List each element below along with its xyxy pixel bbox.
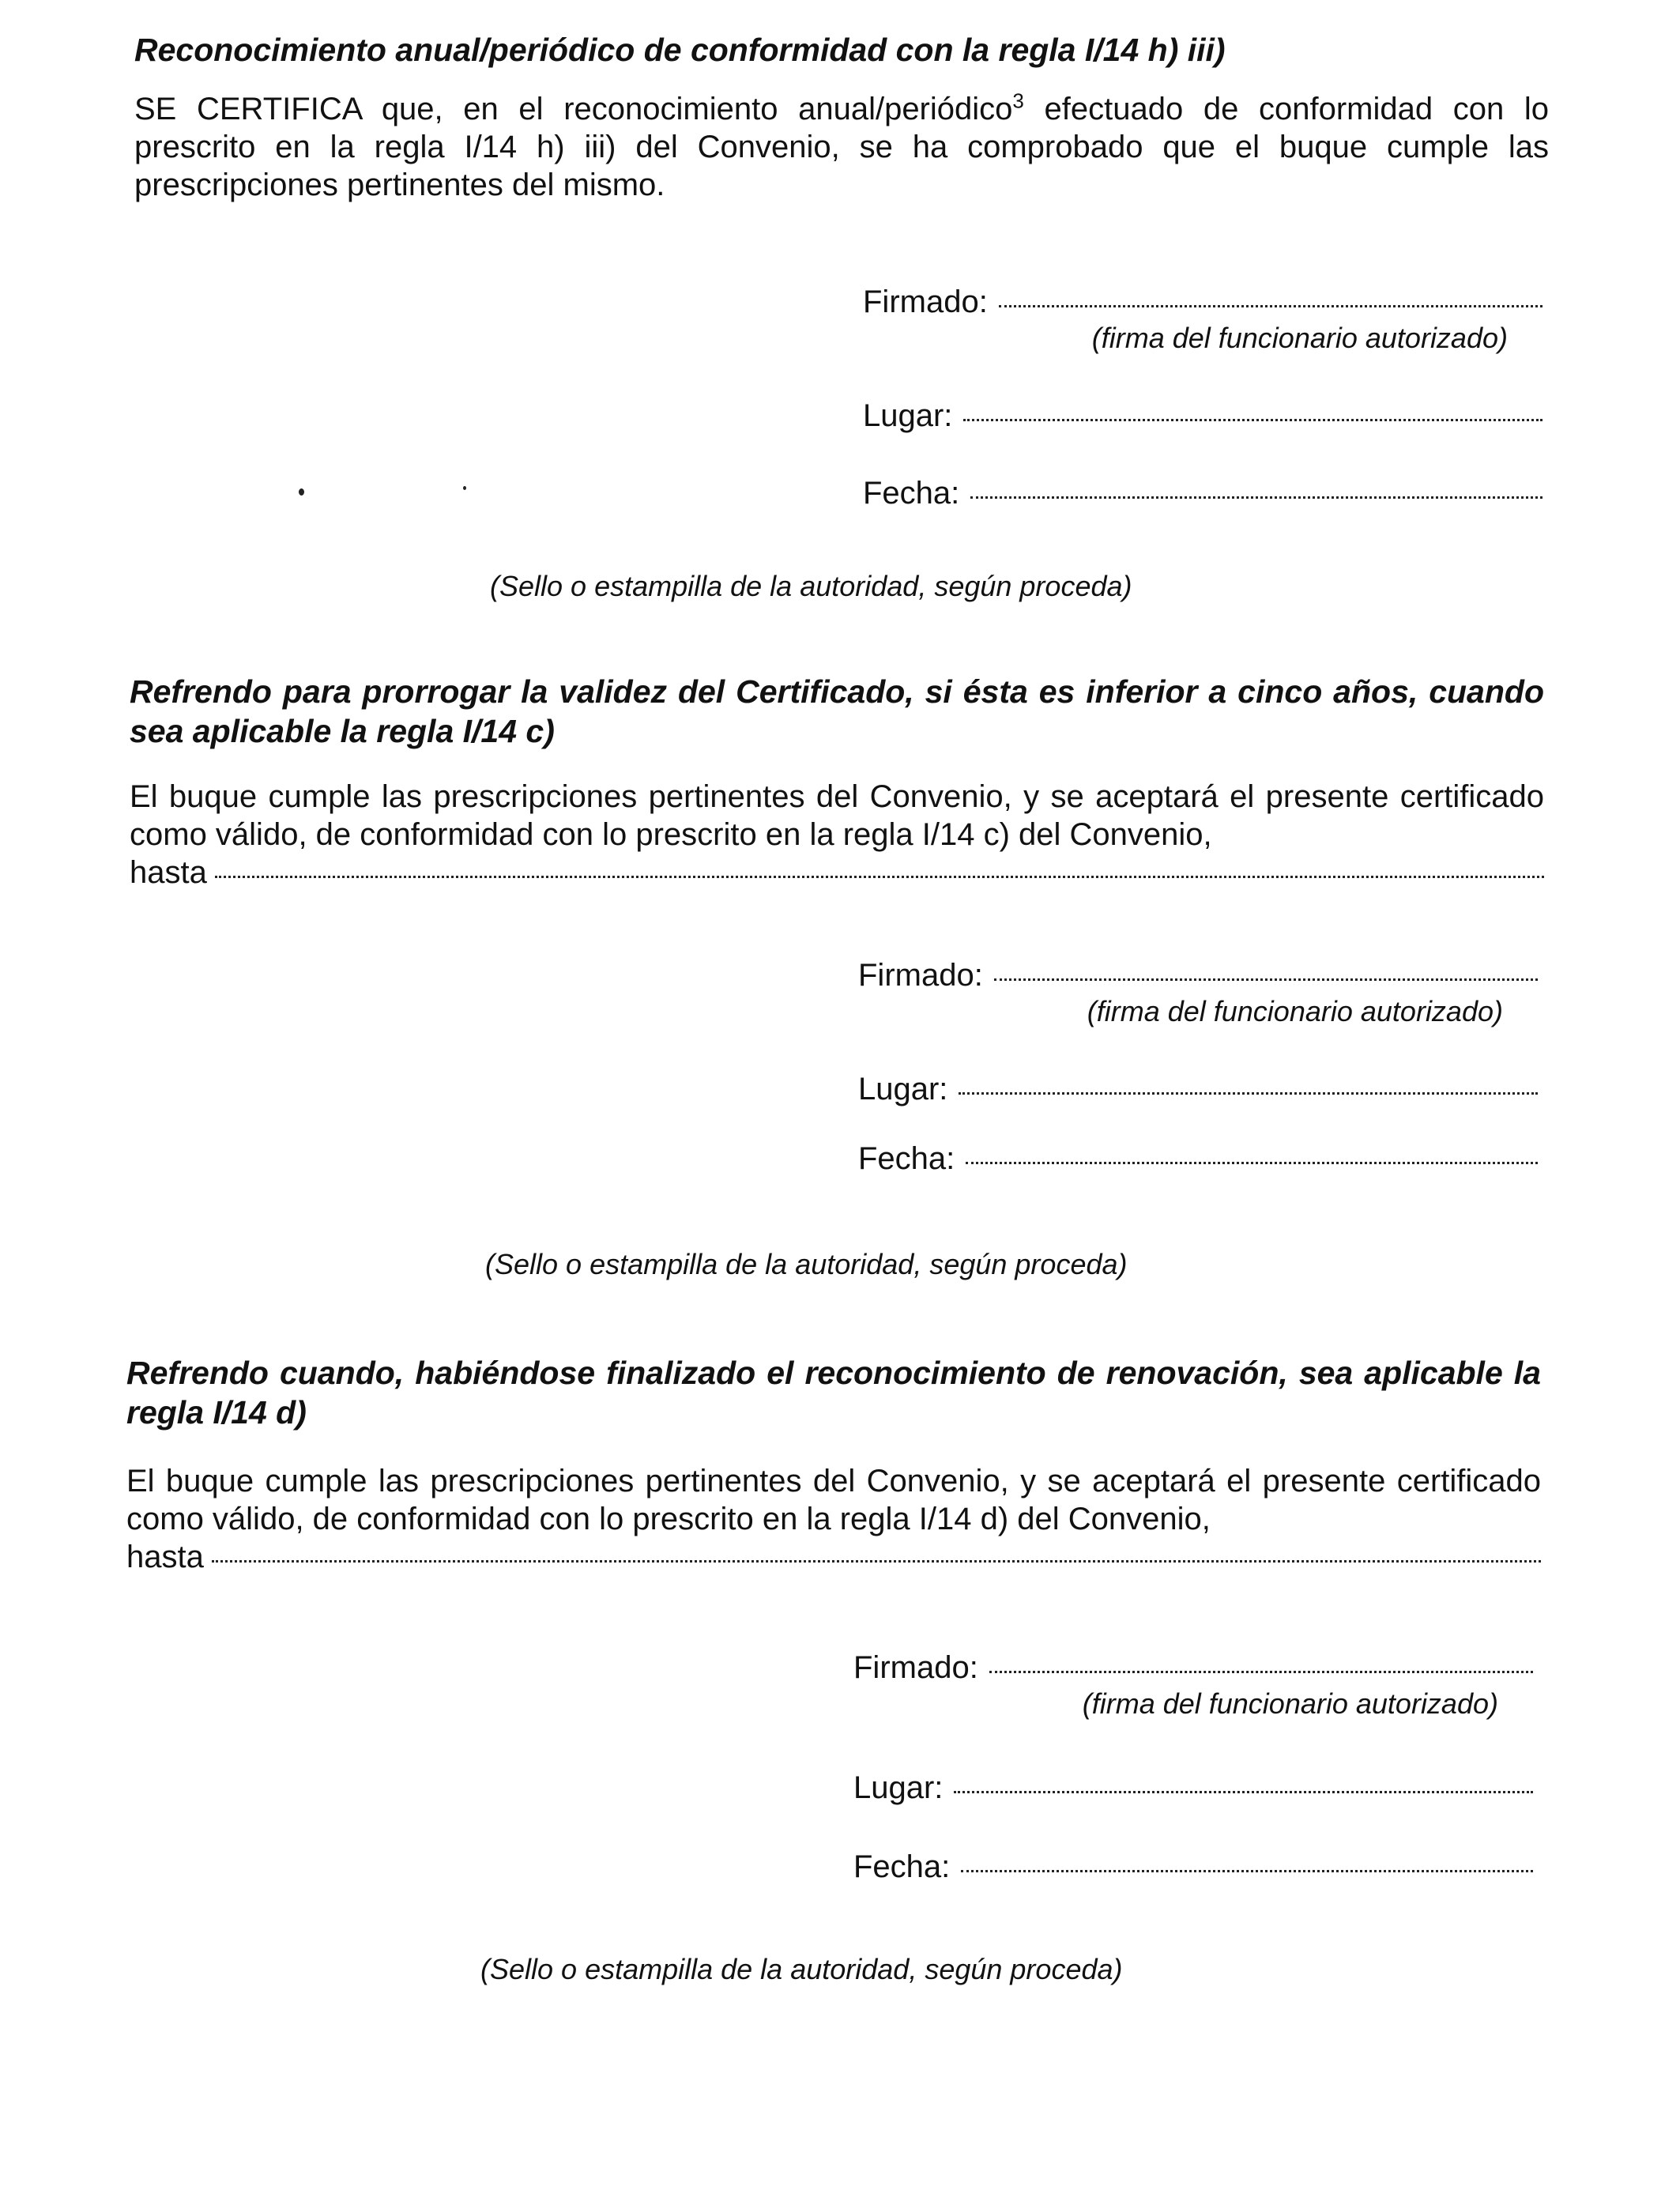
place-field	[858, 1070, 1538, 1108]
date-line	[966, 1161, 1538, 1164]
annual-survey-certification-text	[134, 90, 1549, 204]
signed-label: Firmado:	[853, 1650, 978, 1685]
scan-speck	[463, 486, 466, 490]
renewal-survey-until-line	[126, 1538, 1541, 1576]
validity-extension-section	[130, 672, 1544, 892]
place-field	[863, 397, 1543, 435]
validity-extension-signature-block	[858, 956, 1538, 1178]
validity-extension-text: El buque cumple las prescripciones pertinentes del Convenio, y se aceptará el presente certificado como válido, de conformidad con lo prescrito en la regla I/14 c) del Convenio,	[130, 779, 1544, 852]
validity-extension-seal-note: (Sello o estampilla de la autoridad, según proceda)	[485, 1248, 1128, 1280]
annual-survey-section	[134, 30, 1549, 204]
date-field	[858, 1140, 1538, 1178]
until-date-line	[215, 875, 1544, 878]
signed-field	[858, 956, 1538, 994]
renewal-survey-heading: Refrendo cuando, habiéndose finalizado el reconocimiento de renovación, sea aplicable la regla I/14 d)	[126, 1355, 1541, 1431]
place-line	[954, 1790, 1533, 1793]
validity-extension-until-line	[130, 854, 1544, 892]
date-line	[961, 1869, 1533, 1872]
signature-line	[994, 978, 1538, 981]
signature-line	[999, 304, 1543, 307]
place-line	[963, 418, 1543, 421]
place-label: Lugar:	[863, 398, 953, 433]
until-label: hasta	[126, 1540, 204, 1574]
signature-note: (firma del funcionario autorizado)	[1087, 995, 1503, 1027]
renewal-survey-seal-note: (Sello o estampilla de la autoridad, según proceda)	[480, 1953, 1123, 1985]
date-label: Fecha:	[858, 1141, 955, 1176]
validity-extension-heading: Refrendo para prorrogar la validez del Certificado, si ésta es inferior a cinco años, cuando sea aplicable la regla I/14 c)	[130, 673, 1544, 749]
annual-survey-signature-block	[863, 283, 1543, 512]
signature-line	[989, 1670, 1533, 1673]
signature-note: (firma del funcionario autorizado)	[1091, 322, 1508, 354]
signed-field	[863, 283, 1543, 321]
until-label: hasta	[130, 855, 207, 890]
signed-field	[853, 1649, 1533, 1687]
annual-survey-seal-note: (Sello o estampilla de la autoridad, según proceda)	[490, 570, 1132, 602]
date-label: Fecha:	[853, 1849, 951, 1884]
place-label: Lugar:	[853, 1770, 944, 1805]
footnote-marker: 3	[1012, 89, 1024, 113]
date-field	[863, 474, 1543, 512]
place-line	[959, 1091, 1538, 1095]
renewal-survey-section	[126, 1353, 1541, 1576]
signature-note: (firma del funcionario autorizado)	[1082, 1687, 1498, 1720]
signed-label: Firmado:	[858, 958, 983, 993]
until-date-line	[212, 1559, 1541, 1563]
place-label: Lugar:	[858, 1072, 948, 1106]
date-label: Fecha:	[863, 476, 960, 511]
signed-label: Firmado:	[863, 285, 988, 319]
renewal-survey-text: El buque cumple las prescripciones pertinentes del Convenio, y se aceptará el presente certificado como válido, de conformidad con lo prescrito en la regla I/14 d) del Convenio,	[126, 1464, 1541, 1536]
renewal-survey-signature-block	[853, 1649, 1533, 1886]
place-field	[853, 1769, 1533, 1807]
certification-text-part: efectuado de conformidad con lo prescrito en la regla I/14 h) iii) del Convenio, se ha comprobado que el buque cumple las prescripciones pertinentes del mismo.	[134, 92, 1549, 202]
date-line	[970, 496, 1543, 499]
annual-survey-heading: Reconocimiento anual/periódico de conformidad con la regla I/14 h) iii)	[134, 32, 1226, 68]
scan-speck	[299, 488, 304, 496]
date-field	[853, 1848, 1533, 1886]
certification-text-part: SE CERTIFICA que, en el reconocimiento anual/periódico	[134, 92, 1013, 126]
